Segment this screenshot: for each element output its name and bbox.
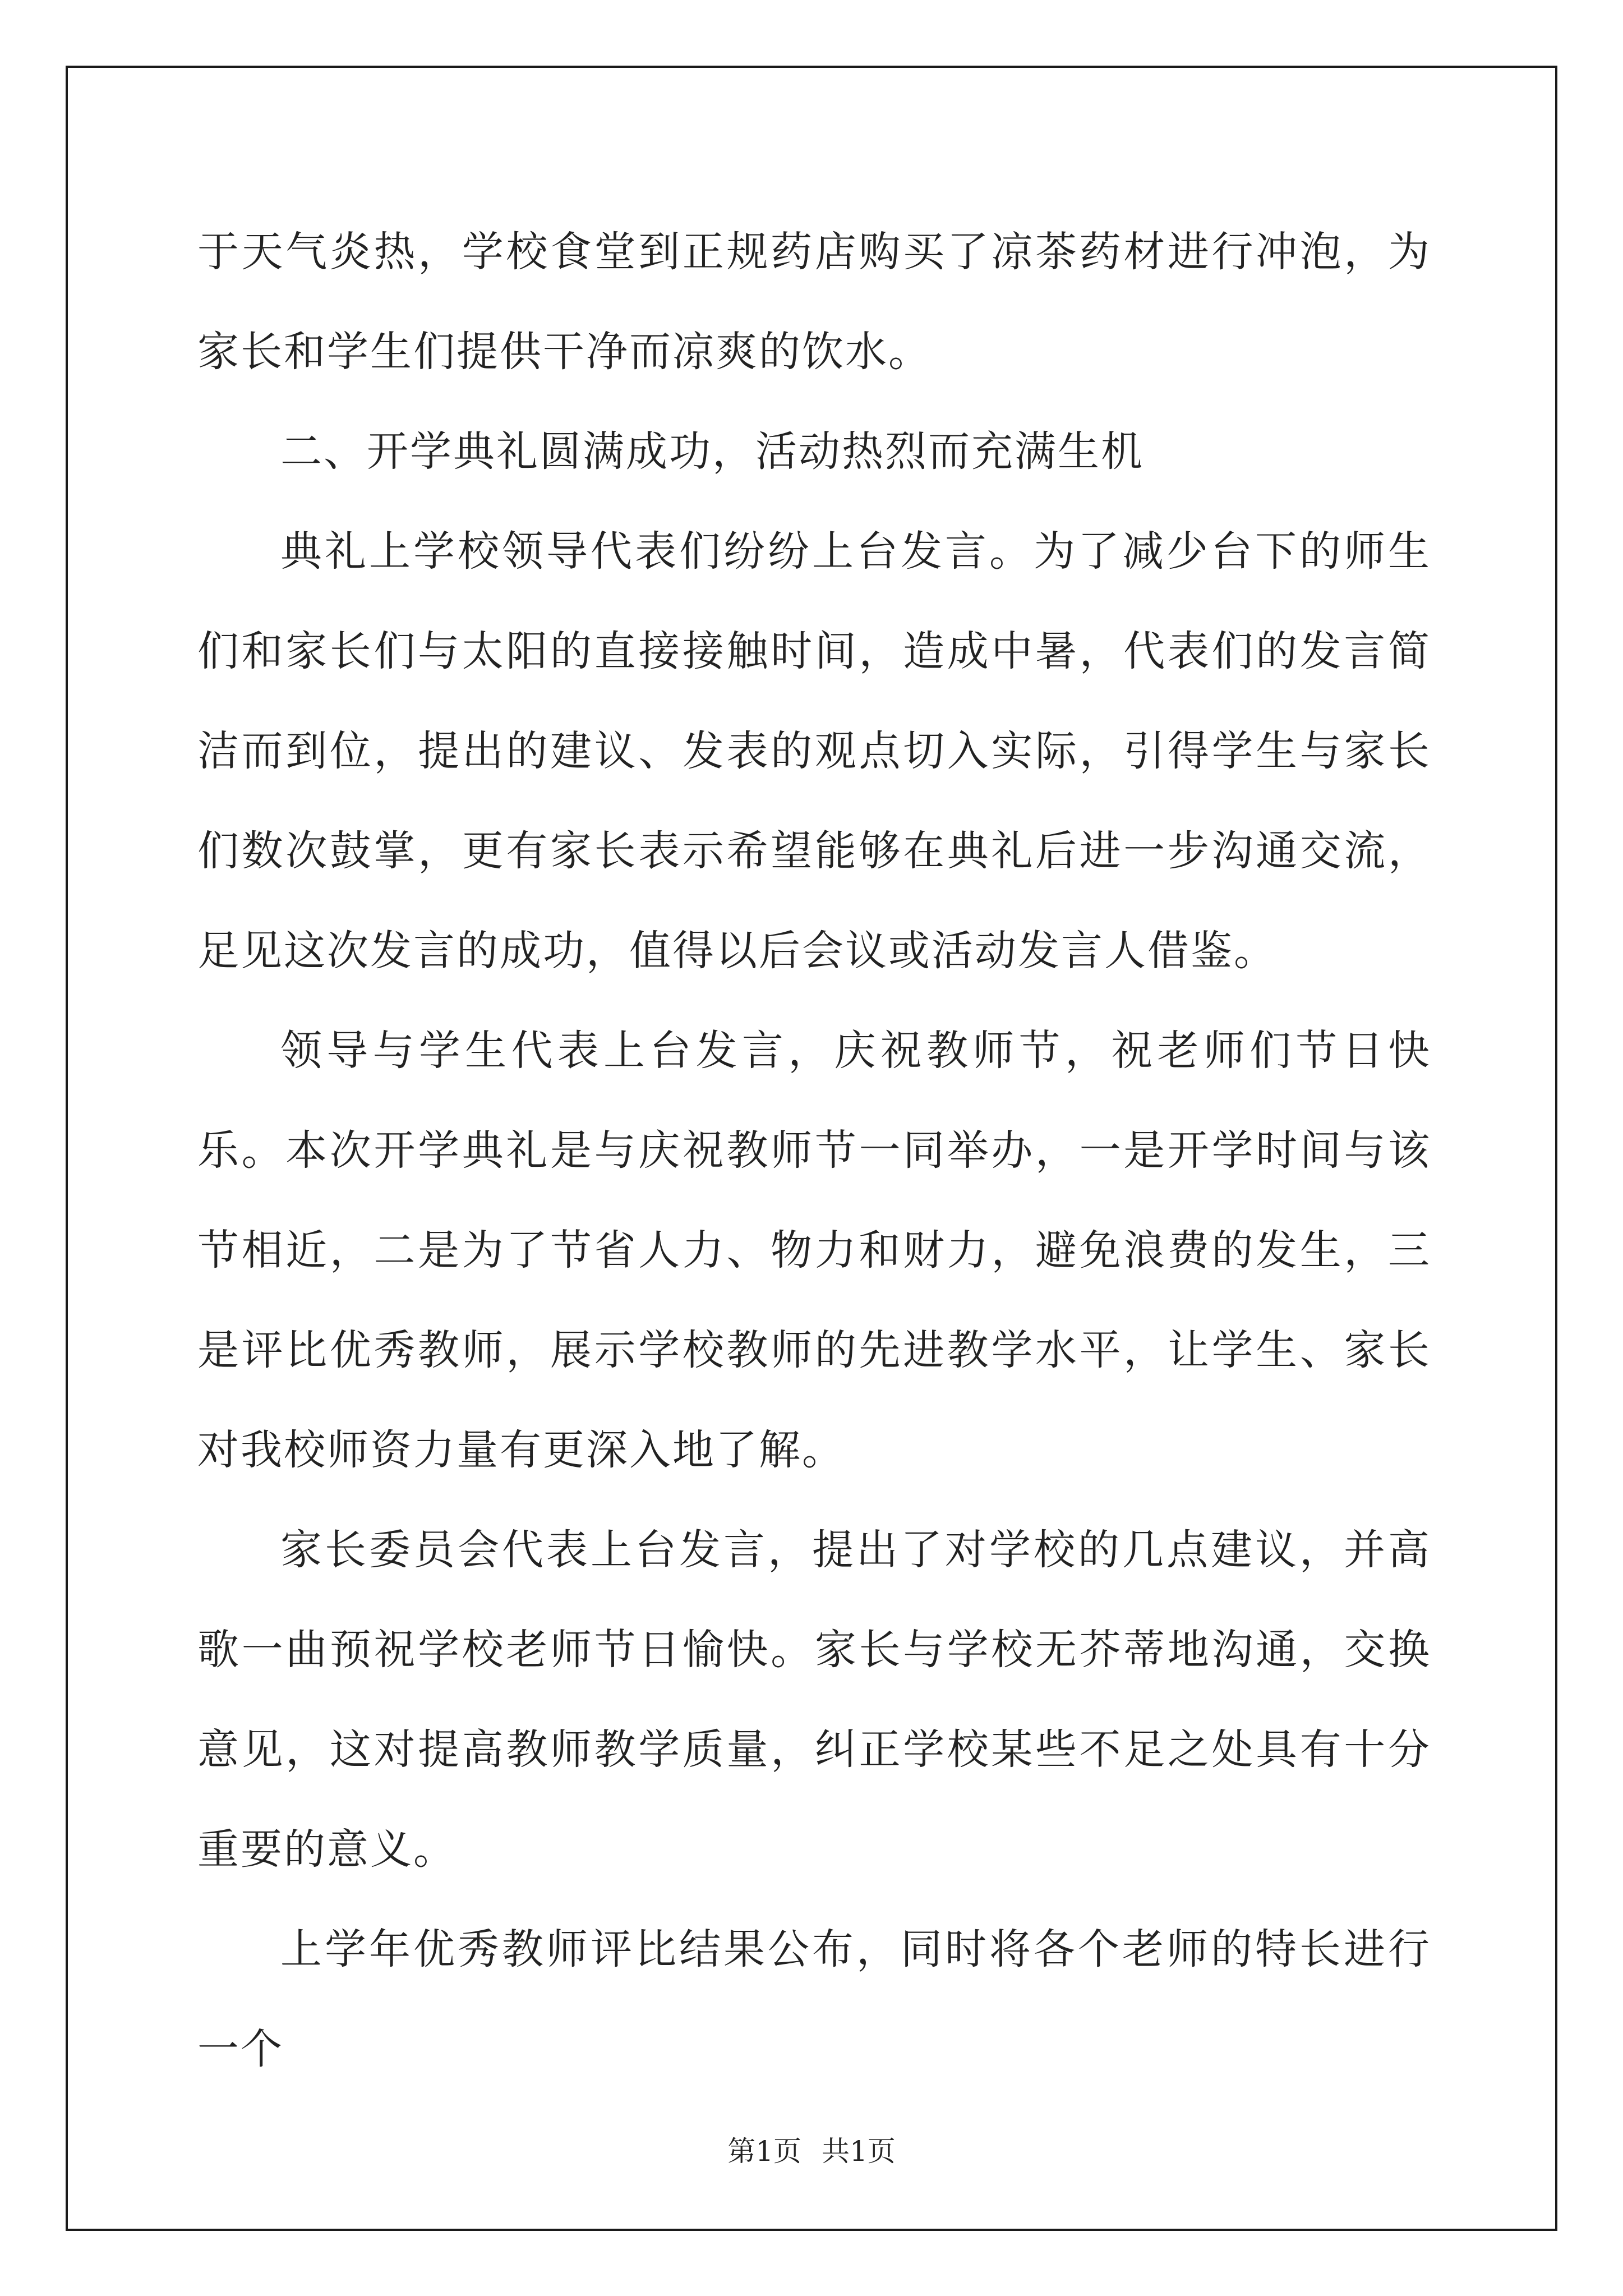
paragraph: 上学年优秀教师评比结果公布，同时将各个老师的特长进行一个: [197, 1925, 1431, 2073]
page-number-footer: 第1页 共1页: [727, 2135, 896, 2168]
document-body: [197, 202, 1431, 2099]
section-heading: 二、开学典礼圆满成功，活动热烈而充满生机: [280, 427, 1144, 476]
paragraph: 典礼上学校领导代表们纷纷上台发言。为了减少台下的师生们和家长们与太阳的直接接触时间，造成中暑，代表们的发言简洁而到位，提出的建议、发表的观点切入实际，引得学生与家长们数次鼓掌，更有家长表示希望能够在典礼后进一步沟通交流，足见这次发言的成功，值得以后会议或活动发言人借鉴。: [197, 527, 1431, 975]
paragraph: 家长委员会代表上台发言，提出了对学校的几点建议，并高歌一曲预祝学校老师节日愉快。家长与学校无芥蒂地沟通，交换意见，这对提高教师教学质量，纠正学校某些不足之处具有十分重要的意义。: [197, 1526, 1431, 1874]
paragraph: 领导与学生代表上台发言，庆祝教师节，祝老师们节日快乐。本次开学典礼是与庆祝教师节一同举办，一是开学时间与该节相近，二是为了节省人力、物力和财力，避免浪费的发生，三是评比优秀教师，展示学校教师的先进教学水平，让学生、家长对我校师资力量有更深入地了解。: [197, 1027, 1431, 1474]
paragraph: 于天气炎热，学校食堂到正规药店购买了凉茶药材进行冲泡，为家长和学生们提供干净而凉爽的饮水。: [197, 228, 1431, 376]
